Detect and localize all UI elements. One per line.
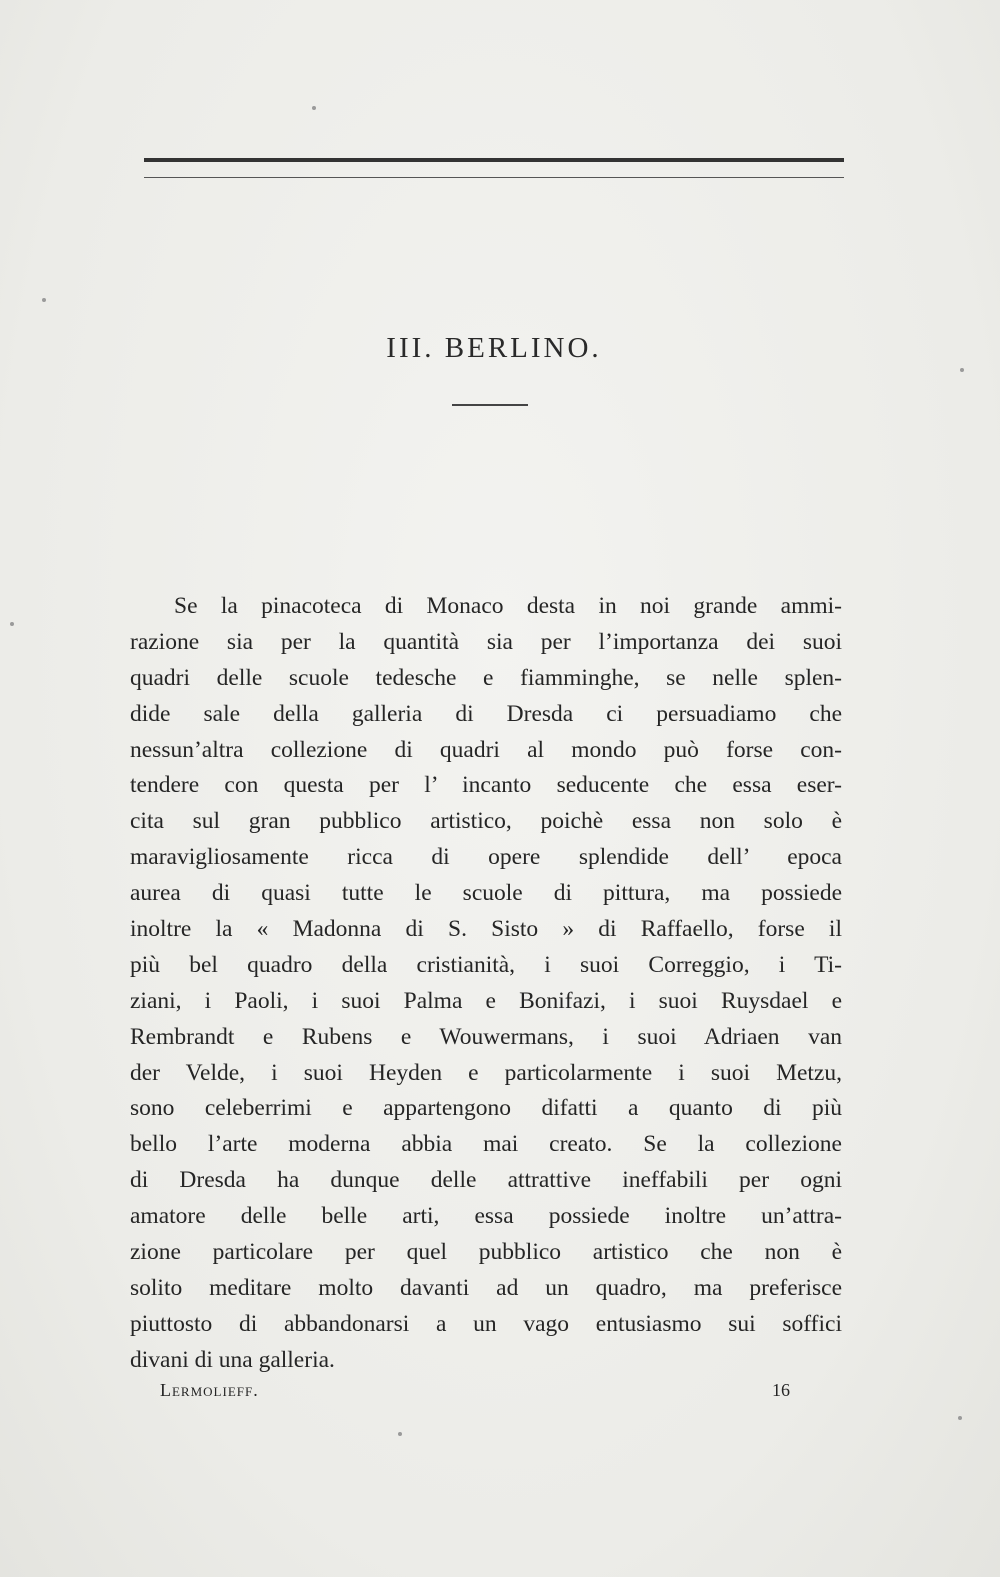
text-line: nessun’altra collezione di quadri al mondo può forse con-	[130, 736, 842, 763]
text-line: cita sul gran pubblico artistico, poichè essa non solo è	[130, 808, 842, 835]
text-line: bello l’arte moderna abbia mai creato. Se la collezione	[130, 1131, 842, 1158]
paper-speck	[958, 1416, 962, 1420]
text-line: dide sale della galleria di Dresda ci persuadiamo che	[130, 700, 842, 727]
paper-speck	[312, 106, 316, 110]
paper-speck	[10, 622, 14, 626]
text-line: inoltre la « Madonna di S. Sisto » di Raffaello, forse il	[130, 916, 842, 943]
text-line: razione sia per la quantità sia per l’importanza dei suoi	[130, 628, 842, 655]
text-line: quadri delle scuole tedesche e fiamminghe, se nelle splen-	[130, 664, 842, 691]
text-line: der Velde, i suoi Heyden e particolarmente i suoi Metzu,	[130, 1059, 842, 1086]
sheet-number: 16	[772, 1380, 790, 1400]
text-line: solito meditare molto davanti ad un quadro, ma preferisce	[130, 1274, 842, 1301]
text-line: maravigliosamente ricca di opere splendide dell’ epoca	[130, 844, 842, 871]
header-rule-thin	[144, 177, 844, 178]
header-rule-thick	[144, 158, 844, 162]
text-line: ziani, i Paoli, i suoi Palma e Bonifazi, i suoi Ruysdael e	[130, 987, 842, 1014]
chapter-title: III. BERLINO.	[386, 332, 602, 364]
paper-speck	[398, 1432, 402, 1436]
text-line: aurea di quasi tutte le scuole di pittura, ma possiede	[130, 880, 842, 907]
text-line: di Dresda ha dunque delle attrattive ineffabili per ogni	[130, 1167, 842, 1194]
paper-speck	[960, 368, 964, 372]
text-line: divani di una galleria.	[130, 1346, 335, 1373]
text-line: tendere con questa per l’ incanto seducente che essa eser-	[130, 772, 842, 799]
paper-speck	[42, 298, 46, 302]
text-line: piuttosto di abbandonarsi a un vago entusiasmo sui soffici	[130, 1310, 842, 1337]
text-line: sono celeberrimi e appartengono difatti a quanto di più	[130, 1095, 842, 1122]
page-footer	[160, 1380, 790, 1410]
text-line: amatore delle belle arti, essa possiede inoltre un’attra-	[130, 1203, 842, 1230]
text-line: più bel quadro della cristianità, i suoi Correggio, i Ti-	[130, 951, 842, 978]
signature-mark: Lermolieff.	[160, 1380, 259, 1400]
body-paragraph	[130, 589, 842, 1379]
text-line: Se la pinacoteca di Monaco desta in noi grande ammi-	[174, 593, 842, 619]
title-underline	[452, 404, 528, 406]
text-line: zione particolare per quel pubblico artistico che non è	[130, 1239, 842, 1266]
text-line: Rembrandt e Rubens e Wouwermans, i suoi Adriaen van	[130, 1023, 842, 1050]
